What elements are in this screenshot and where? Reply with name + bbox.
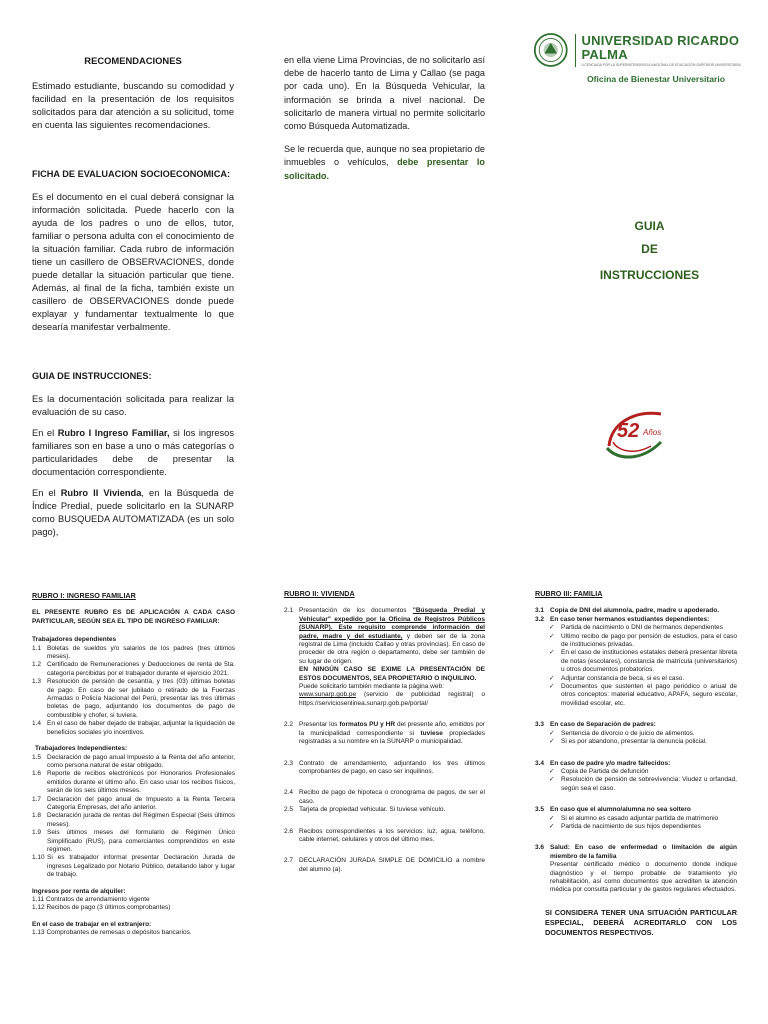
list-item: 2.6 Recibos correspondientes a los servicios: luz, agua, teléfono, cable internet, celulares y otros del último mes. [284,827,485,843]
check-item: ✓ Partida de nacimiento de sus hijos dependientes [549,822,701,830]
check-icon: ✓ [549,624,555,632]
guia-text: Es la documentación solicitada para realizar la evaluación de su caso. [32,394,234,417]
rubro1-title: RUBRO I: INGRESO FAMILIAR [32,591,136,600]
check-icon: ✓ [549,776,555,784]
anniversary-number: 52 [617,420,640,442]
abroad-heading: En el caso de trabajar en el extranjero: [32,920,152,928]
list-item: 3.3 En caso de Separación de padres: [535,721,656,729]
university-subtitle: LICENCIADA POR LA SUPERINTENDENCIA NACIONAL DE EDUCACIÓN SUPERIOR UNIVERSITARIA [581,62,741,67]
list-item: 2.1 Presentación de los documentos "Búsqueda Predial y Vehicular" expedido por la Oficina de Registros Públicos (SUNARP). Este requisito comprende información del padre, madre y del estudiante, y deben ser de la zona registral de Lima (incluido Callao y otras provincias). En caso de proceder de otra región o departamento, debe ser también de su lugar de origen. EN NINGÚN CASO SE EXIME LA PRESENTACIÓN DE ESTOS DOCUMENTOS, SEA PROPIETARIO O INQUILINO. Puede solicitarlo también mediante la página web: www.sunarp.gob.pe (servicio de publicidad registral) o https://serviciosenlinea.sunarp.gob.pe/portal/ [284,607,486,707]
list-item: 2.4 Recibo de pago de hipoteca o cronograma de pagos, de ser el caso. [284,789,485,805]
list-item: 3.6 Salud: En caso de enfermedad o limitación de algún miembro de la familia [535,844,737,860]
list-item: 1.10 Si es trabajador informal presentar Declaración Jurada de ingresos Legalizado por Notario Público, detallando labor y lugar de trabajo. [32,854,235,879]
anniversary-word: Años [643,428,662,437]
list-item: 1.5 Declaración de pago anual Impuesto a la Renta del año anterior, como persona natural de estar obligado. [32,753,235,769]
rubro2-note: En el Rubro II Vivienda, en la Búsqueda de Índice Predial, puede solicitarlo en la SUNARP como BUSQUEDA AUTOMATIZADA (es un solo pago), [32,488,234,537]
university-name: UNIVERSIDAD RICARDO PALMA [581,32,740,62]
closing-note: SI CONSIDERA TENER UNA SITUACIÓN PARTICULAR ESPECIAL, DEBERÁ ACREDITARLO CON LOS DOCUMENTOS RESPECTIVOS. [545,907,737,937]
check-icon: ✓ [549,767,555,775]
university-seal-icon [533,30,569,70]
recommendations-heading: RECOMENDACIONES [84,55,182,66]
cover-title-guia: GUIA [634,219,665,233]
list-item: 1.8 Declaración jurada de rentas del Régimen Especial (Seis últimos meses). [32,812,235,828]
check-item: ✓ Ultimo recibo de pago por pensión de estudios, para el caso de instituciones privadas. [549,632,737,649]
list-item: 1.9 Seis últimos meses del formulario de Régimen Único Simplificado (RUS), para comerciantes comprendidos en este régimen. [32,829,235,853]
guia-heading: GUIA DE INSTRUCCIONES: [32,371,152,381]
list-item: 1.4 En el caso de haber dejado de trabajar, adjuntar la liquidación de beneficios sociales y/o incentivos. [32,720,235,736]
check-icon: ✓ [549,649,555,657]
check-item: ✓ Documentos que sustenten el pago periódico o anual de otros conceptos: material educativo, APAFA, seguro escolar, movilidad escolar, etc. [549,683,737,707]
university-header [533,30,766,70]
rubro2-title: RUBRO II: VIVIENDA [284,589,355,598]
check-item: ✓ Si el alumno es casado adjuntar partida de matrimonio [549,814,719,822]
check-icon: ✓ [549,632,555,640]
check-icon: ✓ [549,822,555,830]
list-item: 1.11 Contratos de arrendamiento vigente [32,896,150,903]
search-info-text: en ella viene Lima Provincias, de no solicitarlo así debe de hacerlo tanto de Lima y Callao (se paga por cada uno). En la Búsqueda Vehicular, la información se brinda a nivel nacional. De solicitarlo de manera virtual no permite solicitarlo como Búsqueda Automatizada. [284,55,485,132]
list-item: 3.1 Copia de DNI del alumno/a, padre, madre u apoderado. [535,607,720,615]
office-name: Oficina de Bienestar Universitario [587,74,726,84]
check-icon: ✓ [549,729,555,737]
check-icon: ✓ [549,683,555,691]
check-icon: ✓ [549,674,555,682]
cover-column [533,30,766,490]
list-item: 1.3 Resolución de pensión de cesantía, y tres (03) últimas boletas de pago. En caso de ser jubilado o retirado de la Fuerzas Armadas o Policía Nacional del Perú, presentar las tres últimas boletas de pago, adjuntando los documentos de pago de combustible y chofer, si tuviera. [32,678,235,719]
continuation-column [284,54,485,183]
rubro3-column [535,590,737,938]
dependent-list [32,645,235,737]
list-item: 3.2 En caso tener hermanos estudiantes dependientes: [535,615,710,623]
list-item: 1.12 Recibos de pago (3 últimos comprobantes) [32,904,171,912]
check-item: ✓ Resolución de pensión de sobrevivencia: Viudez u orfandad, según sea el caso. [549,776,737,792]
rubro1-column [32,592,235,938]
list-item: 2.2 Presentar los formatos PU y HR del presente año, emitidos por la municipalidad correspondiente si tuviese propiedades registradas a su nombre en la SUNARP o municipalidad. [284,721,486,746]
reminder-text: Se le recuerda que, aunque no sea propietario de inmuebles o vehículos, debe presentar lo solicitado. [284,144,485,181]
check-icon: ✓ [549,738,555,746]
rubro2-column [284,590,485,874]
list-item: 2.7 DECLARACIÓN JURADA SIMPLE DE DOMICILIO a nombre del alumno (a). [284,857,485,873]
rubro1-lead: EL PRESENTE RUBRO ES DE APLICACIÓN A CADA CASO PARTICULAR, SEGÚN SEA EL TIPO DE INGRESO FAMILIAR: [32,609,235,625]
list-item: 2.3 Contrato de arrendamiento, adjuntando los tres últimos comprobantes de pago, en caso ser inquilinos. [284,759,485,775]
anniversary-logo [603,402,667,464]
check-item: ✓ En el caso de instituciones estatales deberá presentar libreta de notas (escolares), constancia de matrícula (universitarios) u otros documentos probatorios. [549,649,737,674]
dependent-heading: Trabajadores dependientes [32,636,117,644]
list-item: 1.13 Comprobantes de remesas o depósitos bancarios. [32,929,192,937]
rental-heading: Ingresos por renta de alquiler: [32,887,126,895]
health-text: Presentar certificado médico o documento donde indique diagnóstico y el tiempo probable de tratamiento y/o rehabilitación, así como documentos que acrediten la atención médica por consulta particular y de gastos regulares efectuados. [550,861,737,894]
list-item: 1.1 Boletas de sueldos y/o salarios de los padres (tres últimos meses). [32,644,235,661]
independent-heading: Trabajadores Independientes: [35,745,128,753]
list-item: 1.7 Declaración del pago anual de Impuesto a la Renta Tercera Categoría Empresas, del año anterior. [32,795,235,811]
cover-title-instrucciones: INSTRUCCIONES [599,268,700,282]
list-item: 3.4 En caso de padre y/o madre fallecidos: [535,759,671,767]
rubro1-note: En el Rubro I Ingreso Familiar, si los ingresos familiares son en base a uno o más categorías o particularidades debe de presentar la documentación correspondiente. [32,428,234,477]
check-item: ✓ Si es por abandono, presentar la denuncia policial. [549,738,707,746]
ficha-text: Es el documento en el cual deberá consignar la información solicitada. Puede hacerlo con la ayuda de los padres o uno de ellos, tutor, familiar o persona adulta con el conocimiento de la situación familiar. Cada rubro de información tiene un casillero de OBSERVACIONES, donde puede detallar la situación particular que tiene. Además, al final de la ficha, también existe un casillero de OBSERVACIONES donde puede explayar y fundamentar textualmente lo que desearía manifestar verbalmente. [32,192,234,332]
check-item: ✓ Sentencia de divorcio o de juicio de alimentos. [549,729,695,737]
check-item: ✓ Partida de nacimiento o DNI de hermanos dependientes [549,624,723,632]
rubro3-title: RUBRO III: FAMILIA [535,589,603,598]
list-item: 2.5 Tarjeta de propiedad vehicular. Si tuviese vehículo. [284,806,446,814]
independent-list [32,754,235,880]
ficha-heading: FICHA DE EVALUACION SOCIOECONOMICA: [32,169,231,179]
check-item: ✓ Copia de Partida de defunción [549,767,649,775]
recommendations-column [32,54,234,539]
cover-title-de: DE [641,242,658,256]
list-item: 3.5 En caso que el alumno/alumna no sea soltero [535,806,691,814]
list-item: 1.2 Certificado de Remuneraciones y Deducciones de renta de 5ta. categoría percibidas por el trabajador durante el ejercicio 2021. [32,661,235,677]
intro-text: Estimado estudiante, buscando su comodidad y facilidad en la presentación de los requisitos solicitados para dar atención a su solicitud, tome en cuenta las siguientes recomendaciones. [32,81,234,130]
check-icon: ✓ [549,814,555,822]
check-item: ✓ Adjuntar constancia de beca, si es el caso. [549,674,685,682]
list-item: 1.6 Reporte de recibos electrónicos por Honorarios Profesionales emitidos durante el último año. En caso usar los recibos físicos, serán de los seis últimos meses. [32,770,235,795]
